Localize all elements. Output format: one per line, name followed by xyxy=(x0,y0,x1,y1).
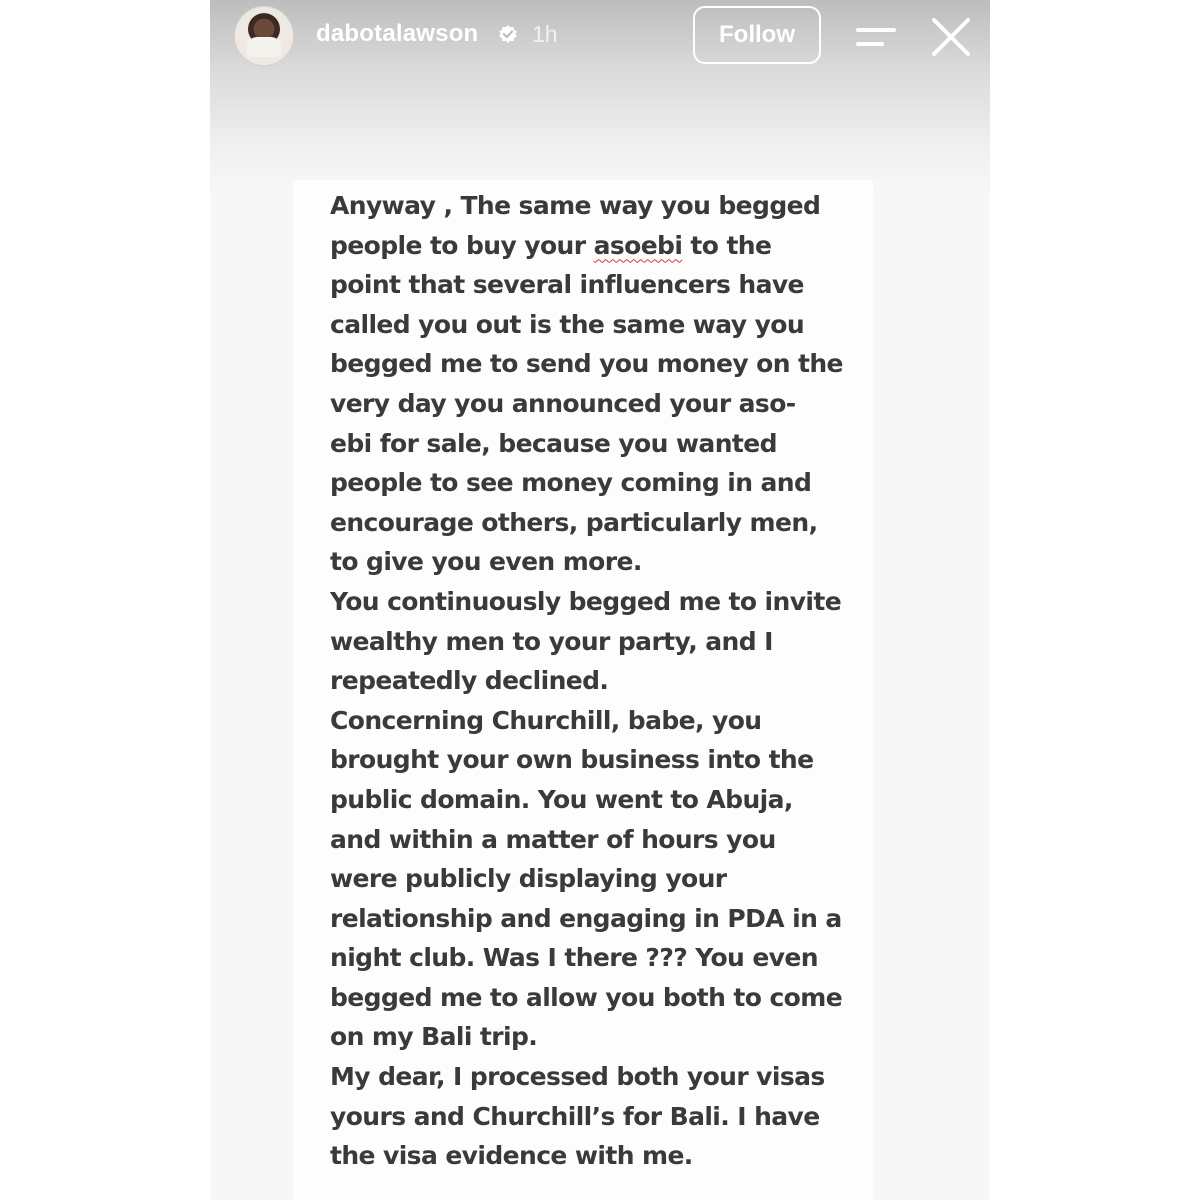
avatar[interactable] xyxy=(234,6,294,66)
message-line: and within a matter of hours you xyxy=(330,824,776,854)
menu-lines-icon[interactable] xyxy=(856,24,896,50)
message-line: My dear, I processed both your visas xyxy=(330,1062,825,1092)
message-line: ebi for sale, because you wanted xyxy=(330,428,777,458)
username[interactable]: dabotalawson xyxy=(316,20,479,47)
message-line: repeatedly declined. xyxy=(330,666,609,696)
message-line: night club. Was I there ??? You even xyxy=(330,943,818,973)
avatar-shirt xyxy=(247,37,281,57)
verified-badge-icon xyxy=(498,24,518,44)
message-line: people to see money coming in and xyxy=(330,468,812,498)
message-text: people to buy your xyxy=(330,230,594,260)
message-line: relationship and engaging in PDA in a xyxy=(330,903,842,933)
message-line: to give you even more. xyxy=(330,547,642,577)
message-line: public domain. You went to Abuja, xyxy=(330,784,793,814)
message-line: begged me to allow you both to come xyxy=(330,982,843,1012)
message-line: encourage others, particularly men, xyxy=(330,507,818,537)
post-time: 1h xyxy=(532,21,558,47)
message-line: called you out is the same way you xyxy=(330,309,805,339)
message-line: Anyway , The same way you begged xyxy=(330,191,821,220)
story-message xyxy=(330,186,870,1176)
message-line: the visa evidence with me. xyxy=(330,1141,693,1171)
message-line: You continuously begged me to invite xyxy=(330,586,842,616)
misspelled-word: asoebi xyxy=(593,230,683,260)
message-line: point that several influencers have xyxy=(330,270,804,300)
message-line: wealthy men to your party, and I xyxy=(330,626,773,656)
message-line: begged me to send you money on the xyxy=(330,349,843,379)
message-line: yours and Churchill’s for Bali. I have xyxy=(330,1101,820,1131)
message-text: to the xyxy=(682,230,772,260)
message-line: on my Bali trip. xyxy=(330,1022,538,1052)
close-icon[interactable] xyxy=(930,16,972,58)
message-line xyxy=(330,226,870,266)
story-header xyxy=(210,0,990,75)
follow-button[interactable]: Follow xyxy=(693,6,821,64)
message-line: brought your own business into the xyxy=(330,745,814,775)
message-line: Concerning Churchill, babe, you xyxy=(330,705,762,735)
message-line: very day you announced your aso- xyxy=(330,388,796,418)
message-line: were publicly displaying your xyxy=(330,864,727,894)
